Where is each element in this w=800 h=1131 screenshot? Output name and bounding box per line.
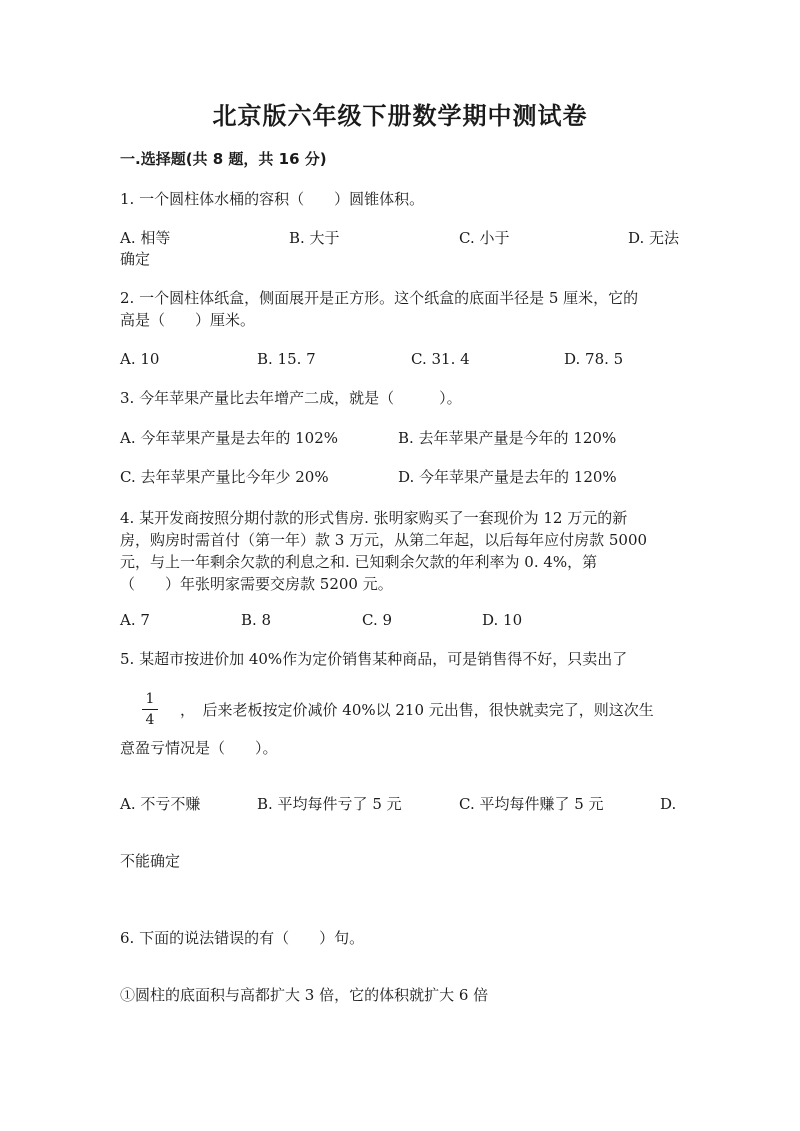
question-4-line-1: 4. 某开发商按照分期付款的形式售房. 张明家购买了一套现价为 12 万元的新 — [120, 509, 628, 527]
question-3-option-b: B. 去年苹果产量是今年的 120% — [398, 429, 617, 447]
fraction-one-quarter — [142, 690, 158, 729]
question-3-option-d: D. 今年苹果产量是去年的 120% — [398, 468, 617, 486]
question-4-option-b: B. 8 — [241, 611, 272, 629]
question-5-option-c: C. 平均每件赚了 5 元 — [459, 795, 604, 813]
question-6-stem: 6. 下面的说法错误的有（ ）句。 — [120, 929, 365, 947]
page-title: 北京版六年级下册数学期中测试卷 — [212, 102, 588, 130]
question-5-line-3: 意盈亏情况是（ ）。 — [120, 739, 278, 757]
question-2-line-1: 2. 一个圆柱体纸盒，侧面展开是正方形。这个纸盒的底面半径是 5 厘米，它的 — [120, 289, 639, 307]
question-1-option-b: B. 大于 — [289, 229, 340, 247]
question-3-option-c: C. 去年苹果产量比今年少 20% — [120, 468, 329, 486]
fraction-denominator: 4 — [145, 712, 155, 728]
question-3-option-a: A. 今年苹果产量是去年的 102% — [120, 429, 339, 447]
question-5-option-d-cont: 不能确定 — [120, 852, 181, 870]
fraction-bar — [142, 709, 158, 710]
question-1-stem: 1. 一个圆柱体水桶的容积（ ）圆锥体积。 — [120, 190, 425, 208]
question-4-line-4: （ ）年张明家需要交房款 5200 元。 — [120, 575, 393, 593]
question-6-item-1: ①圆柱的底面积与高都扩大 3 倍，它的体积就扩大 6 倍 — [120, 986, 489, 1004]
question-4-option-a: A. 7 — [120, 611, 150, 629]
question-5-option-a: A. 不亏不赚 — [120, 795, 201, 813]
question-2-option-b: B. 15. 7 — [257, 350, 316, 368]
question-3-stem: 3. 今年苹果产量比去年增产二成，就是（ ）。 — [120, 389, 462, 407]
question-4-option-c: C. 9 — [362, 611, 393, 629]
question-4-line-3: 元，与上一年剩余欠款的利息之和. 已知剩余欠款的年利率为 0. 4%，第 — [120, 553, 598, 571]
question-2-line-2: 高是（ ）厘米。 — [120, 311, 256, 329]
question-1-option-a: A. 相等 — [120, 229, 171, 247]
question-5-line-2: ， 后来老板按定价减价 40%以 210 元出售，很快就卖完了，则这次生 — [180, 701, 654, 719]
question-5-option-b: B. 平均每件亏了 5 元 — [257, 795, 402, 813]
question-5-line-1: 5. 某超市按进价加 40%作为定价销售某种商品，可是销售得不好，只卖出了 — [120, 650, 628, 668]
question-2-option-d: D. 78. 5 — [564, 350, 624, 368]
question-2-option-c: C. 31. 4 — [411, 350, 470, 368]
question-5-option-d: D. — [660, 795, 677, 813]
question-2-option-a: A. 10 — [120, 350, 160, 368]
question-1-option-d: D. 无法 — [628, 229, 680, 247]
question-1-option-c: C. 小于 — [459, 229, 510, 247]
question-4-option-d: D. 10 — [482, 611, 523, 629]
question-1-option-d-cont: 确定 — [120, 250, 151, 268]
section-header: 一.选择题(共 8 题，共 16 分) — [120, 150, 327, 168]
question-4-line-2: 房，购房时需首付（第一年）款 3 万元，从第二年起，以后每年应付房款 5000 — [120, 531, 648, 549]
fraction-numerator: 1 — [145, 691, 155, 707]
